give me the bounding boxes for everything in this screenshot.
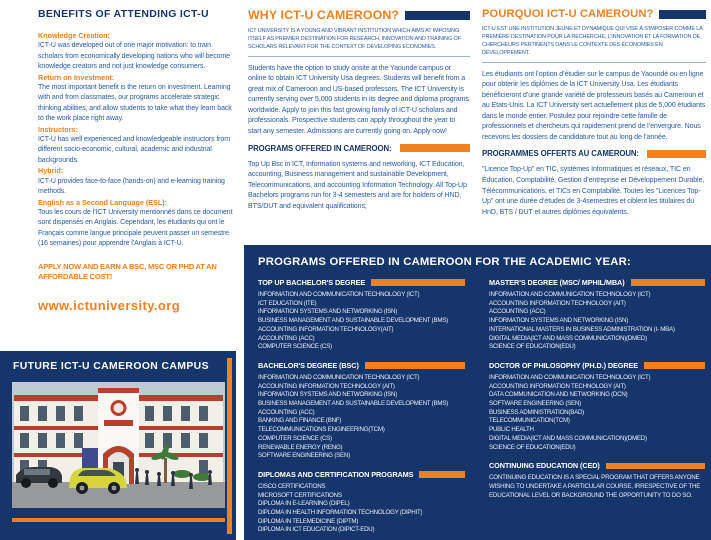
benefit-label: Knowledge Creation: xyxy=(38,31,110,40)
benefit-section xyxy=(38,125,236,167)
program-item: INFORMATION SYSTEMS AND NETWORKING (ISN) xyxy=(258,308,398,316)
group-accent-bar xyxy=(371,279,465,286)
benefit-label: Return on Investment: xyxy=(38,72,115,82)
benefit-text: ICT-U has well experienced and knowledgeable instructors from different socio-economic, cultural, academic and industrial backgrounds. xyxy=(38,136,230,164)
program-item: TELECOMMUNICATIONS ENGINEERING(TCM) xyxy=(258,426,385,434)
pourquoi-title: POURQUOI ICT-U CAMEROUN? xyxy=(482,8,654,20)
group-continuing-education xyxy=(489,461,705,500)
why-column xyxy=(248,8,470,211)
why-title-accent-bar xyxy=(405,11,470,20)
program-item: INFORMATION AND COMMUNICATION TECHNOLOGY (ICT) xyxy=(258,373,420,381)
benefit-section xyxy=(38,198,236,250)
program-item: CISCO CERTIFICATIONS xyxy=(258,482,326,490)
program-item: INFORMATION AND COMMUNICATION TECHNOLOGY (ICT) xyxy=(258,291,420,298)
group-items xyxy=(489,291,705,352)
programs-panel xyxy=(244,245,711,540)
group-heading: DOCTOR OF PHILOSOPHY (PH.D.) DEGREE xyxy=(489,360,639,370)
group-heading: BACHELOR'S DEGREE (BSC) xyxy=(258,360,359,370)
programs-panel-title: PROGRAMS OFFERED IN CAMEROON FOR THE ACADEMIC YEAR: xyxy=(258,256,631,268)
group-heading-row xyxy=(258,278,465,287)
program-item: ACCOUNTING (ACC) xyxy=(489,308,546,316)
benefit-section xyxy=(38,166,236,197)
programmes-offerts-label: PROGRAMMES OFFERTS AU CAMEROUN: xyxy=(482,149,639,159)
apply-cta-text: APPLY NOW AND EARN A BSC, MSC OR PHD AT AN AFFORDABLE COST! xyxy=(38,261,217,282)
group-bachelors-bsc xyxy=(258,361,465,461)
program-item: DIGITAL MEDIA(ICT AND MASS COMMUNICATION)(DMED) xyxy=(489,434,647,442)
why-intro: ICT UNIVERSITY IS A YOUNG AND VIBRANT INSTITUTION WHICH AIMS AT IMPOSING ITSELF AS PREMIER DESTINATION FOR RESEARCH, INNOVATION AND TRAINING OF SCHOLARS RELEVANT FOR THE CONTEXT OF DEVELOPING ECONOMIES. xyxy=(248,28,461,50)
programmes-offerts-text: "Licence Top-Up" en TIC, systèmes Informatiques et réseaux, TIC en Éducation, Comptabilité, Gestion d’entreprise et Développement Durable, Télécommunications, et TICs en Comptabilité. Toutes les "Licences Top-Up" ont une durée d’études de 3-4semestres et ciblent les titulaires du HnD, BTS / DUT et autres diplômes équivalents. xyxy=(482,165,705,216)
campus-panel xyxy=(0,351,236,540)
program-item: DIPLOMA IN E-LEARNING (DIPEL) xyxy=(258,500,350,508)
program-item: COMPUTER SCIENCE (CS) xyxy=(258,343,332,351)
group-masters xyxy=(489,278,705,352)
programs-offered-text: Top Up Bsc in ICT, Information systems and networking, ICT Education, accounting, Business management and sustainable Development, Telecommunications, and accounting Information Technology. All Top-Up Bachelors programs run for 3-4 semesters and are for holders of HND, BTS/DUT and equivalent qualifications; xyxy=(248,159,467,210)
programs-offered-row xyxy=(248,144,470,153)
group-accent-bar xyxy=(419,471,465,478)
benefits-sections xyxy=(38,31,236,250)
intro-divider xyxy=(248,56,470,57)
pourquoi-title-accent-bar xyxy=(659,10,706,19)
program-item: ACCOUNTING (ACC) xyxy=(258,408,315,416)
group-topup-bachelors xyxy=(258,278,465,352)
benefit-label: Hybrid: xyxy=(38,166,64,176)
group-items xyxy=(258,483,465,535)
group-accent-bar xyxy=(365,362,465,369)
benefit-label: English as a Second Language (ESL): xyxy=(38,197,167,207)
program-item: DIGITAL MEDIA(ICT AND MASS COMMUNICATION)(DMED) xyxy=(489,334,647,342)
programmes-offerts-row xyxy=(482,149,706,158)
why-title: WHY ICT-U CAMEROON? xyxy=(248,8,400,22)
group-heading-row xyxy=(258,361,465,370)
program-item: TELECOMMUNICATION(TCM) xyxy=(489,417,570,425)
pourquoi-body: Les étudiants ont l’option d’étudier sur le campus de Yaoundé ou en ligne pour obtenir les diplômes de la ICT University Usa. Les étudiants bénéficieront d’une grande variété de professeurs basés au Cameroun et au Etats-Unis. La ICT University sert actuellement plus de 5,000 étudiants dans le monde entier. Postulez pour rejoindre cette famille de professionnels et chercheurs qui rapidement prend de l’envergure. Nous recevons les dossiers de candidature tout au long de l’année. xyxy=(482,69,706,141)
group-accent-bar xyxy=(631,279,705,286)
programmes-offerts-accent-bar xyxy=(647,150,706,158)
benefit-section xyxy=(38,73,236,125)
program-item: INFORMATION AND COMMUNICATION TECHNOLOGY (ICT) xyxy=(489,373,651,381)
program-item: DIPLOMA IN TELEMEDICINE (DIPTM) xyxy=(258,517,359,525)
pourquoi-intro: ICT-U EST UNE INSTITUTION JEUNE ET DYNAMIQUE QUI VISE À S’IMPOSER COMME LA PREMIÈRE DESTINATION POUR LA RECHERCHE, L’INNOVATION ET LA FORMATION DE CHERCHEURS PERTINENTS DANS LE CONTEXTE DES ÉCONOMIES EN DÉVELOPPEMENT. xyxy=(482,26,703,56)
group-heading-row xyxy=(489,461,705,470)
program-item: ACCOUNTING (ACC) xyxy=(258,334,315,342)
program-item: INFORMATION AND COMMUNICATION TECHNOLOGY (ICT) xyxy=(489,291,651,298)
benefits-column xyxy=(38,8,236,313)
group-items xyxy=(489,374,705,452)
benefit-label: Instructors: xyxy=(38,124,78,134)
campus-underbar-accent xyxy=(12,518,225,522)
benefit-text: ICT-U was developed out of one major motivation: to train scholars from economically developing nations who will become knowledge creators and not just knowledge consumers. xyxy=(38,42,230,71)
campus-side-accent xyxy=(227,358,232,534)
benefit-text: ICT-U provides face-to-face (hands-on) and e-learning training methods. xyxy=(38,177,225,196)
program-item: INTERNATIONAL MASTERS IN BUSINESS ADMINISTRATION (I- MBA) xyxy=(489,325,675,333)
program-item: INFORMATION SYSTEMS AND NETWORKING (ISN) xyxy=(489,317,629,325)
program-item: BUSINESS MANAGEMENT AND SUSTAINABLE DEVELOPMENT (BMS) xyxy=(258,317,448,325)
program-item: SCIENCE OF EDUCATION(EDU) xyxy=(489,343,576,351)
programs-right-column xyxy=(489,278,705,540)
program-item: MICROSOFT CERTIFICATIONS xyxy=(258,491,342,499)
group-heading-row xyxy=(258,470,465,479)
why-heading-row xyxy=(248,8,470,22)
intro-divider xyxy=(482,62,706,63)
pourquoi-column xyxy=(482,8,706,217)
group-accent-bar xyxy=(644,362,705,369)
program-item: DIPLOMA IN HEALTH INFORMATION TECHNOLOGY (DIPHIT) xyxy=(258,509,423,517)
program-item: ACCOUNTING INFORMATION TECHNOLOGY (AIT) xyxy=(489,382,626,390)
benefit-section xyxy=(38,31,236,73)
program-item: DIPLOMA IN ICT EDUCATION (DIPICT-EDU) xyxy=(258,526,375,534)
program-item: RENEWABLE ENERGY (RENG) xyxy=(258,443,343,451)
benefits-title: BENEFITS OF ATTENDING ICT-U xyxy=(38,8,209,20)
program-item: ACCOUNTING INFORMATION TECHNOLOGY (AIT) xyxy=(489,299,626,307)
programs-offered-accent-bar xyxy=(400,144,470,152)
program-item: BUSINESS MANAGEMENT AND SUSTAINABLE DEVELOPMENT (BMS) xyxy=(258,400,448,408)
campus-building-image xyxy=(12,382,225,508)
group-items xyxy=(258,374,465,461)
program-item: COMPUTER SCIENCE (CS) xyxy=(258,434,332,442)
program-item: DATA COMMUNICATION AND NETWORKING (DCN) xyxy=(489,391,628,399)
program-item: ICT EDUCATION (ITE) xyxy=(258,299,317,307)
programs-left-column xyxy=(258,278,465,540)
program-item: SCIENCE OF EDUCATION(EDU) xyxy=(489,443,576,451)
programs-panel-columns xyxy=(244,268,711,540)
program-item: PUBLIC HEALTH xyxy=(489,426,534,434)
benefit-text: Tous les cours de l’ICT University mentionnés dans ce document sont dispensés en Anglais. Cependant, les étudiants qui ont le Français comme langue principale peuvent passer un semestre (16 semaines) pour apprendre l’Anglais à ICT-U. xyxy=(38,208,233,248)
group-heading: CONTINUING EDUCATION (CED) xyxy=(489,461,600,471)
website-link[interactable]: www.ictuniversity.org xyxy=(38,297,181,313)
benefit-text: The most important benefit is the return on investment. Learning with and from classmates, our programs accelerate strategic thinking abilities, and allow students to take what they learn back to the work place right away. xyxy=(38,84,232,123)
program-item: SOFTWARE ENGINEERING (SEN) xyxy=(489,400,581,408)
continuing-education-text: CONTINUING EDUCATION IS A SPECIAL PROGRAM THAT OFFERS ANYONE WISHING TO UNDERTAKE A PARTICULAR COURSE, IRRESPECTIVE OF THE EDUCATIONAL LEVEL OR BACKGROUND THE OPPORTUNITY TO DO SO. xyxy=(489,474,701,499)
program-item: ACCOUNTING INFORMATION TECHNOLOGY (AIT) xyxy=(258,382,395,390)
group-heading-row xyxy=(489,278,705,287)
campus-title: FUTURE ICT-U CAMEROON CAMPUS xyxy=(13,361,209,372)
group-diplomas-certifications xyxy=(258,470,465,535)
group-phd xyxy=(489,361,705,452)
group-heading-row xyxy=(489,361,705,370)
group-heading: MASTER'S DEGREE (MSC/ MPHIL/MBA) xyxy=(489,278,625,287)
program-item: BUSINESS ADMINISTRATION(BAD) xyxy=(489,408,584,416)
program-item: ACCOUNTING INFORMATION TECHNOLOGY(AIT) xyxy=(258,325,394,333)
program-item: BANKING AND FINANCE (BNF) xyxy=(258,417,342,425)
programs-offered-label: PROGRAMS OFFERED IN CAMEROON: xyxy=(248,143,392,153)
group-items xyxy=(258,291,465,352)
program-item: INFORMATION SYSTEMS AND NETWORKING (ISN) xyxy=(258,391,398,399)
group-heading: DIPLOMAS AND CERTIFICATION PROGRAMS xyxy=(258,469,414,479)
why-body: Students have the option to study onsite at the Yaounde campus or online to obtain ICT University Usa degrees. Students will benefit from a great mix of Cameroon and US-based professors. The ICT University is currently serving over 5,000 students in its degree and diploma programs worldwide. Apply to join this fast growing family of ICT-U scholars and professionals. Prospective students can apply throughout the year to start any semester. Admissions are currently going on. Apply now! xyxy=(248,63,469,135)
group-heading: TOP UP BACHELOR'S DEGREE xyxy=(258,278,366,287)
program-item: SOFTWARE ENGINEERING (SEN) xyxy=(258,452,350,460)
group-accent-bar xyxy=(606,463,705,470)
pourquoi-heading-row xyxy=(482,8,706,20)
